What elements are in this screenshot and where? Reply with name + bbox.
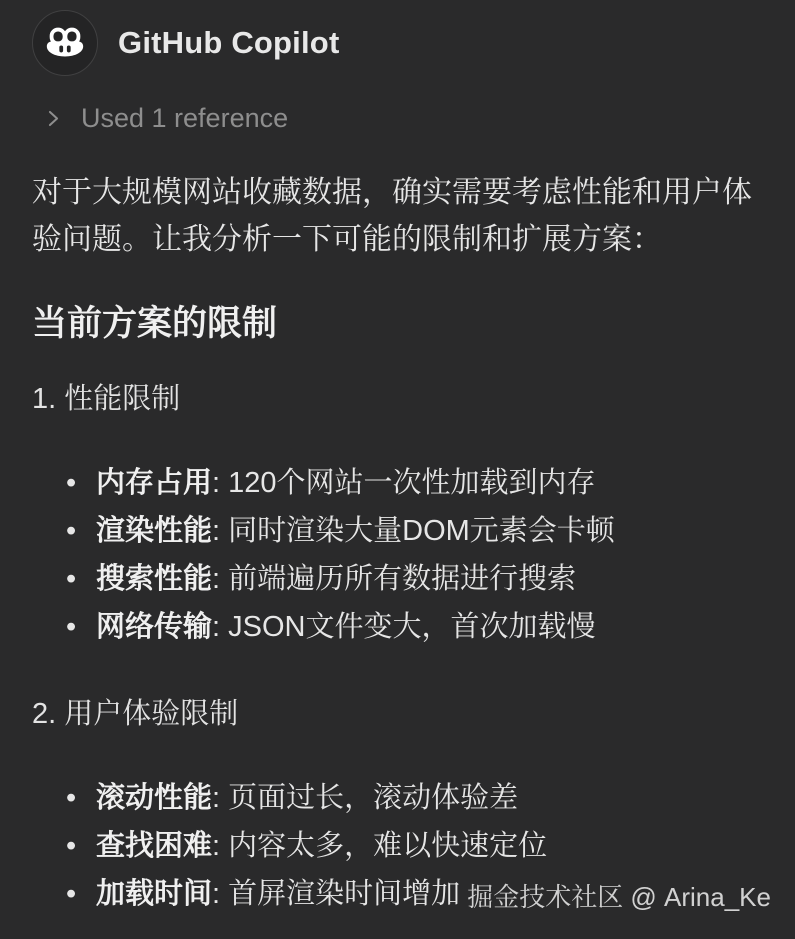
- used-references-label: Used 1 reference: [81, 103, 289, 133]
- list-item: [66, 555, 763, 603]
- assistant-header: [32, 10, 763, 76]
- list-item: [66, 822, 763, 870]
- item-text: : JSON文件变大，首次加载慢: [212, 610, 596, 643]
- bullet-dot: •: [66, 781, 77, 814]
- item-text: : 内容太多，难以快速定位: [212, 829, 548, 862]
- item-label: 渲染性能: [96, 514, 213, 547]
- limits-heading: 当前方案的限制: [32, 304, 278, 343]
- item-text: : 前端遍历所有数据进行搜索: [212, 562, 577, 595]
- bullet-dot: •: [66, 514, 77, 547]
- bullet-dot: •: [66, 562, 77, 595]
- watermark: 掘金技术社区 @ Arina_Ke: [467, 882, 771, 912]
- list-item: [66, 459, 763, 507]
- assistant-title: GitHub Copilot: [118, 25, 340, 60]
- item-label: 内存占用: [96, 466, 213, 499]
- item-text: : 首屏渲染时间增加: [212, 877, 461, 910]
- bullet-dot: •: [66, 877, 77, 910]
- bullet-dot: •: [66, 829, 77, 862]
- intro-paragraph: 对于大规模网站收藏数据，确实需要考虑性能和用户体验问题。让我分析一下可能的限制和扩展方案：: [32, 176, 752, 256]
- item-text: : 同时渲染大量DOM元素会卡顿: [212, 514, 615, 547]
- list-item: [66, 603, 763, 651]
- item-label: 搜索性能: [96, 562, 213, 595]
- item-label: 网络传输: [96, 610, 213, 643]
- bullet-dot: •: [66, 466, 77, 499]
- section-title-performance: 1. 性能限制: [32, 383, 181, 415]
- item-text: : 页面过长，滚动体验差: [212, 781, 519, 814]
- github-copilot-icon: [44, 26, 86, 60]
- copilot-avatar: [32, 10, 98, 76]
- item-text: : 120个网站一次性加载到内存: [212, 466, 596, 499]
- item-label: 查找困难: [96, 829, 213, 862]
- bullet-dot: •: [66, 610, 77, 643]
- list-item: [66, 507, 763, 555]
- section-title-ux: 2. 用户体验限制: [32, 697, 239, 730]
- used-references-toggle[interactable]: [44, 103, 763, 134]
- performance-limit-list: [32, 459, 763, 651]
- item-label: 加载时间: [96, 877, 213, 910]
- chevron-right-icon: [44, 109, 63, 128]
- item-label: 滚动性能: [96, 781, 213, 814]
- list-item: [66, 774, 763, 822]
